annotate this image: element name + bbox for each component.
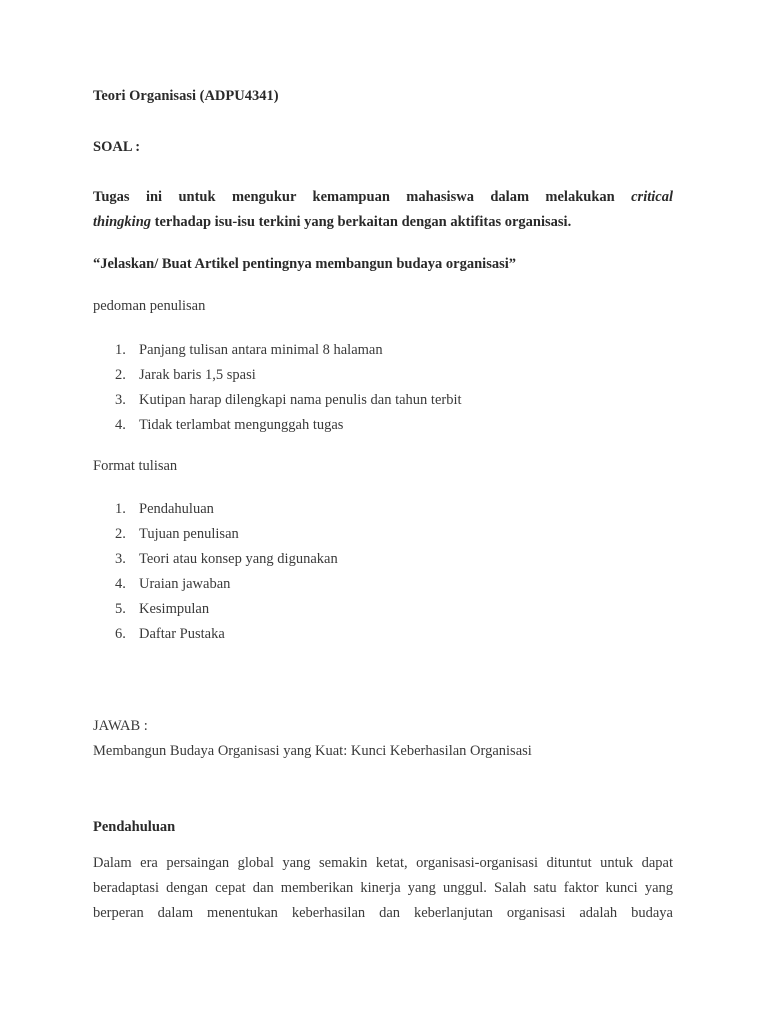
paragraph-line: Dalam era persaingan global yang semakin ketat, organisasi-organisasi dituntut untuk dapat — [93, 855, 673, 871]
list-text: Pendahuluan — [139, 501, 214, 517]
list-text: Kutipan harap dilengkapi nama penulis dan tahun terbit — [139, 392, 462, 408]
article-title: Membangun Budaya Organisasi yang Kuat: Kunci Keberhasilan Organisasi — [93, 743, 532, 759]
task-line-2-text: terhadap isu-isu terkini yang berkaitan dengan aktifitas organisasi. — [154, 214, 572, 230]
list-number: 4. — [115, 576, 126, 592]
task-line-2-italic: thingking — [93, 214, 152, 230]
format-heading: Format tulisan — [93, 458, 178, 474]
task-line-1-text: Tugas ini untuk mengukur kemampuan mahasiswa dalam melakukan — [93, 189, 615, 205]
list-number: 5. — [115, 601, 126, 617]
paragraph-line: beradaptasi dengan cepat dan memberikan kinerja yang unggul. Salah satu faktor kunci yang — [93, 880, 673, 896]
paragraph-line: berperan dalam menentukan keberhasilan dan keberlanjutan organisasi adalah budaya — [93, 905, 673, 921]
list-number: 1. — [115, 342, 126, 358]
guidelines-heading: pedoman penulisan — [93, 298, 206, 314]
answer-label: JAWAB : — [93, 718, 148, 734]
list-number: 3. — [115, 392, 126, 408]
list-number: 2. — [115, 526, 126, 542]
list-text: Panjang tulisan antara minimal 8 halaman — [139, 342, 383, 358]
list-text: Teori atau konsep yang digunakan — [139, 551, 338, 567]
task-line-1-italic: critical — [631, 189, 674, 205]
list-number: 2. — [115, 367, 126, 383]
list-number: 4. — [115, 417, 126, 433]
list-text: Tidak terlambat mengunggah tugas — [139, 417, 344, 433]
task-line-2 — [93, 214, 673, 231]
list-number: 1. — [115, 501, 126, 517]
course-title: Teori Organisasi (ADPU4341) — [93, 88, 279, 104]
list-text: Daftar Pustaka — [139, 626, 225, 642]
section-heading: Pendahuluan — [93, 819, 176, 835]
task-quote: “Jelaskan/ Buat Artikel pentingnya membangun budaya organisasi” — [93, 256, 517, 272]
list-number: 6. — [115, 626, 126, 642]
list-text: Jarak baris 1,5 spasi — [139, 367, 256, 383]
list-text: Tujuan penulisan — [139, 526, 239, 542]
list-text: Uraian jawaban — [139, 576, 231, 592]
list-number: 3. — [115, 551, 126, 567]
list-text: Kesimpulan — [139, 601, 210, 617]
soal-label: SOAL : — [93, 139, 141, 155]
task-line-1 — [93, 189, 673, 206]
